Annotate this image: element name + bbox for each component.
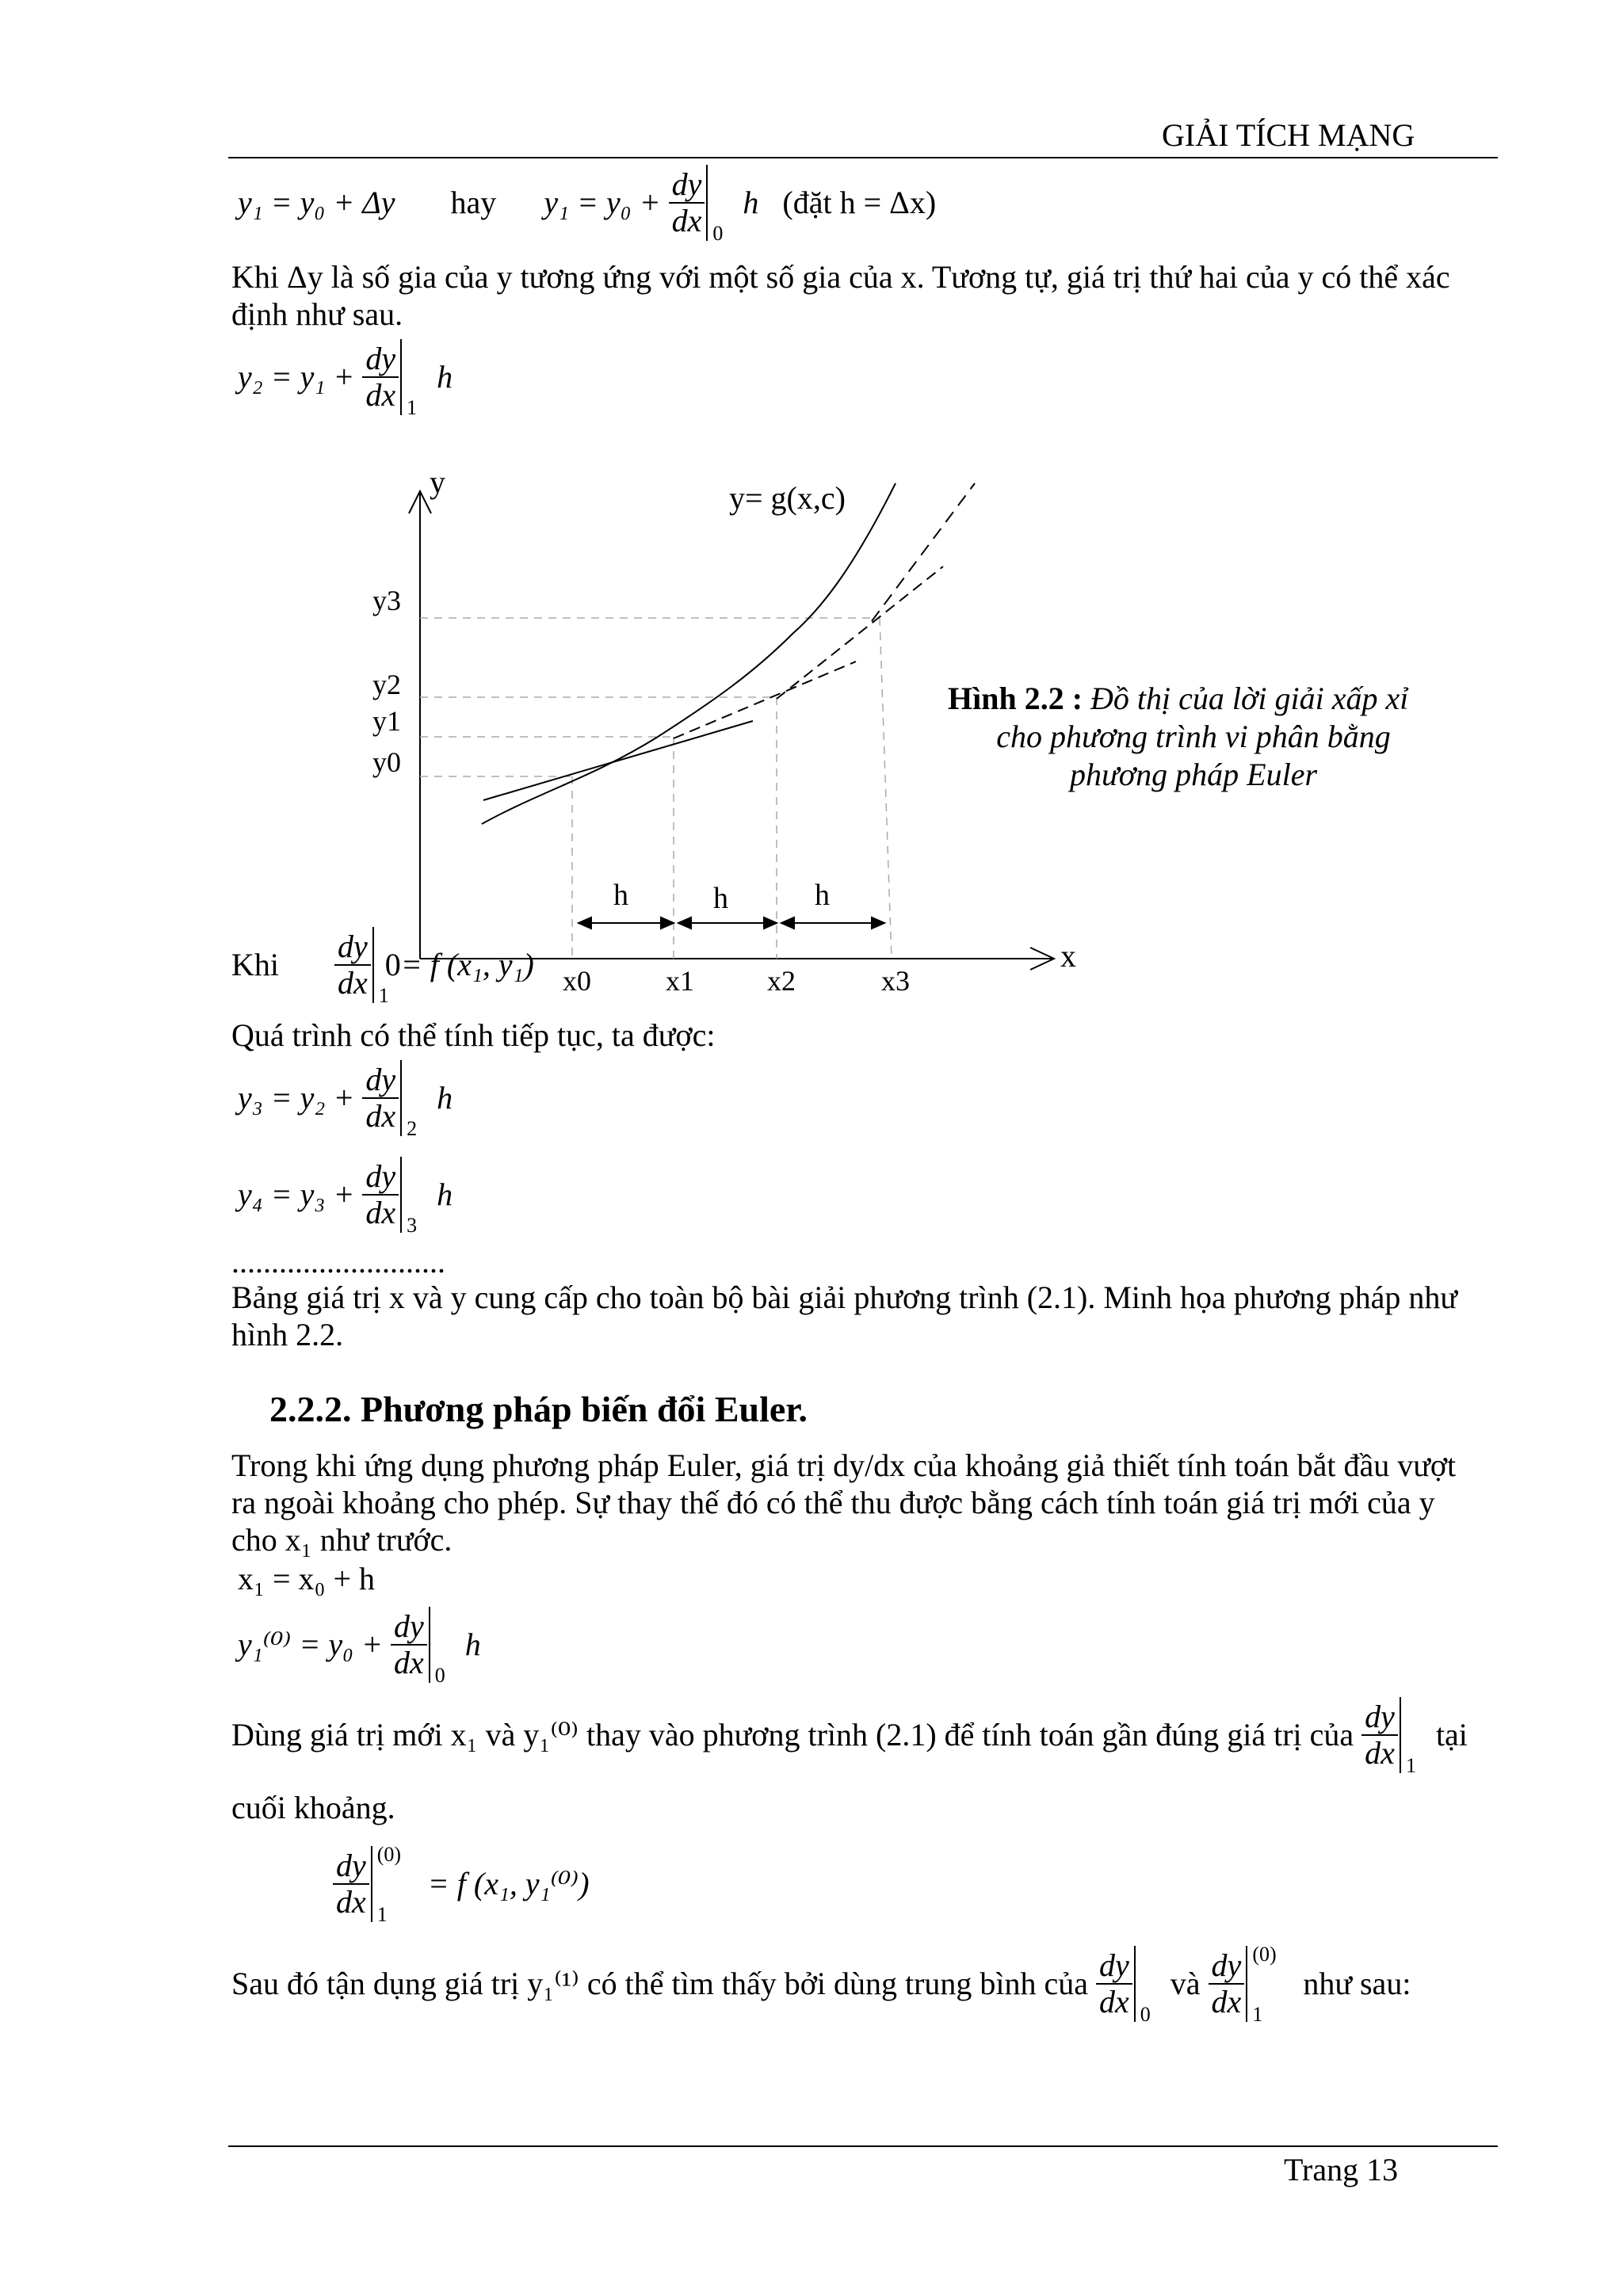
eq3-lhs: y₃ = y₂ + <box>238 1080 355 1116</box>
eq2-den: dx <box>365 377 396 413</box>
equation-5: x₁ = x₀ + h <box>238 1561 376 1596</box>
eq7-fraction <box>333 1848 369 1920</box>
header-rule <box>228 157 1498 158</box>
khi-den: dx <box>338 965 368 1001</box>
eq7-sup: (0) <box>376 1843 402 1866</box>
eq2-num: dy <box>362 341 399 378</box>
eq1-h: h <box>743 185 759 220</box>
p6-fraction-2 <box>1209 1948 1245 2019</box>
eq2-h: h <box>437 359 453 395</box>
equation-2 <box>238 339 453 419</box>
eq6-den: dx <box>394 1645 424 1680</box>
eq3-den: dx <box>365 1098 396 1134</box>
tangent-line-3 <box>777 566 943 699</box>
h-arrows <box>579 917 884 929</box>
khi-word: Khi <box>231 947 279 982</box>
paragraph-5 <box>231 1697 1468 1777</box>
equation-6 <box>238 1607 481 1687</box>
p6-after: như sau: <box>1303 1966 1411 2001</box>
p6-num2: dy <box>1209 1948 1245 1985</box>
p6-va: và <box>1170 1966 1201 2001</box>
eq2-sub: 1 <box>407 396 418 419</box>
axis-x-label: x <box>1060 938 1076 974</box>
khi-num: dy <box>334 929 371 966</box>
eq4-sub: 3 <box>407 1214 418 1237</box>
footer-page: Trang 13 <box>1284 2152 1399 2187</box>
eq3-h: h <box>437 1080 453 1116</box>
caption-line-3: phương pháp Euler <box>1069 757 1318 792</box>
eq2-eval-bar <box>400 339 429 419</box>
paragraph-6 <box>231 1943 1411 2026</box>
eq4-lhs: y₄ = y₃ + <box>238 1177 355 1212</box>
eq1-fraction <box>669 167 705 238</box>
eq2-fraction <box>362 341 399 413</box>
khi-sub: 1 <box>378 984 389 1007</box>
header-title: GIẢI TÍCH MẠNG <box>1162 117 1415 153</box>
eq1-note: (đặt h = Δx) <box>782 185 937 220</box>
p6-num1: dy <box>1096 1948 1132 1985</box>
khi-rhs: = f (x₁, y₁) <box>400 947 534 982</box>
eq7-num: dy <box>333 1848 369 1885</box>
p5-num: dy <box>1361 1699 1398 1736</box>
eq6-sub: 0 <box>434 1664 445 1687</box>
ellipsis-dots: ........................... <box>231 1244 445 1280</box>
p6-sup2: (0) <box>1252 1943 1277 1966</box>
eq3-eval-bar <box>400 1060 429 1140</box>
eq7-eval-bar <box>371 1843 420 1926</box>
y-tick-3: y3 <box>372 585 401 616</box>
eq4-fraction <box>362 1159 399 1230</box>
tangent-line-2 <box>674 662 856 738</box>
footer-rule <box>228 2145 1498 2147</box>
caption-bold: Hình 2.2 : <box>948 681 1083 716</box>
paragraph-1: Khi Δy là số gia của y tương ứng với một số gia của x. Tương tự, giá trị thứ hai của y có thể xác định như sau. <box>231 259 1450 332</box>
h-label-3: h <box>815 879 830 912</box>
section-heading: 2.2.2. Phương pháp biến đổi Euler. <box>269 1389 808 1429</box>
caption-line-2: cho phương trình vi phân bằng <box>996 719 1391 754</box>
eq1-eval-bar <box>706 165 735 245</box>
eq4-den: dx <box>365 1195 396 1230</box>
axis-y-label: y <box>430 464 445 500</box>
equation-3 <box>238 1060 453 1140</box>
paragraph-3: Bảng giá trị x và y cung cấp cho toàn bộ bài giải phương trình (2.1). Minh họa phương pháp như hình 2.2. <box>231 1280 1458 1352</box>
y-tick-2: y2 <box>372 669 401 700</box>
p6-before: Sau đó tận dụng giá trị y₁⁽¹⁾ có thể tìm thấy bởi dùng trung bình của <box>231 1966 1089 2001</box>
p6-den2: dx <box>1211 1984 1242 2019</box>
eq6-num: dy <box>391 1609 427 1646</box>
y-tick-1: y1 <box>372 705 401 737</box>
khi-eval-bar <box>372 927 401 1007</box>
eq3-fraction <box>362 1062 399 1134</box>
equation-7 <box>333 1843 590 1926</box>
tangent-line-4 <box>872 483 975 621</box>
equation-4 <box>238 1157 453 1237</box>
p5-den: dx <box>1365 1735 1395 1771</box>
p6-fraction-1 <box>1096 1948 1132 2019</box>
curve-label: y= g(x,c) <box>729 480 846 516</box>
eq7-rhs: = f (x₁, y₁⁽⁰⁾) <box>427 1866 590 1901</box>
p6-sub1: 0 <box>1140 2003 1151 2026</box>
p5-before: Dùng giá trị mới x₁ và y₁⁽⁰⁾ thay vào phương trình (2.1) để tính toán gần đúng giá trị của <box>231 1717 1354 1753</box>
eq4-num: dy <box>362 1159 399 1196</box>
eq3-sub: 2 <box>407 1117 418 1140</box>
eq4-eval-bar <box>400 1157 429 1237</box>
eq6-fraction <box>391 1609 427 1680</box>
eq6-h: h <box>464 1627 481 1662</box>
p5-fraction <box>1361 1699 1398 1771</box>
eq7-sub: 1 <box>376 1903 388 1926</box>
eq1-lhs: y₁ = y₀ + Δy <box>238 185 395 220</box>
p6-eval-bar-1 <box>1134 1946 1163 2026</box>
eq1-hay: hay <box>450 185 497 220</box>
caption-line-1: Đồ thị của lời giải xấp xỉ <box>1090 681 1409 716</box>
equation-1 <box>238 165 937 245</box>
eq1-den: dx <box>671 203 702 238</box>
eq6-eval-bar <box>429 1607 457 1687</box>
p5-after: tại <box>1435 1717 1468 1753</box>
p6-eval-bar-2 <box>1246 1943 1295 2026</box>
eq3-num: dy <box>362 1062 399 1099</box>
khi-fraction <box>334 929 371 1001</box>
p5-sub: 1 <box>1405 1754 1416 1777</box>
h-label-1: h <box>613 879 628 912</box>
khi-zero: 0 <box>384 947 401 982</box>
eq7-den: dx <box>336 1884 366 1920</box>
x-tick-2: x2 <box>767 965 796 997</box>
p6-sub2: 1 <box>1252 2003 1263 2026</box>
khi-line <box>231 927 534 1007</box>
tangent-line-1 <box>483 721 753 800</box>
h-label-2: h <box>713 882 728 915</box>
y-tick-0: y0 <box>372 746 401 778</box>
p5-eval-bar <box>1400 1697 1428 1777</box>
paragraph-5b: cuối khoảng. <box>231 1790 395 1825</box>
x-tick-0: x0 <box>563 965 591 997</box>
eq4-h: h <box>437 1177 453 1212</box>
p6-den1: dx <box>1099 1984 1129 2019</box>
eq1-num: dy <box>669 167 705 204</box>
x-tick-1: x1 <box>666 965 694 997</box>
eq1-sub: 0 <box>712 222 724 245</box>
x-tick-3: x3 <box>881 965 910 997</box>
paragraph-4: Trong khi ứng dụng phương pháp Euler, giá trị dy/dx của khoảng giả thiết tính toán bắt đầu vượt ra ngoài khoảng cho phép. Sự thay thế đó có thể thu được bằng cách tính toán giá trị mới của y cho x₁ như trước. <box>231 1447 1457 1558</box>
eq1-rhs: y₁ = y₀ + <box>544 185 661 220</box>
eq2-lhs: y₂ = y₁ + <box>238 359 355 395</box>
figure-caption <box>948 680 1439 794</box>
paragraph-2: Quá trình có thể tính tiếp tục, ta được: <box>231 1017 716 1053</box>
eq6-lhs: y₁⁽⁰⁾ = y₀ + <box>238 1627 383 1662</box>
